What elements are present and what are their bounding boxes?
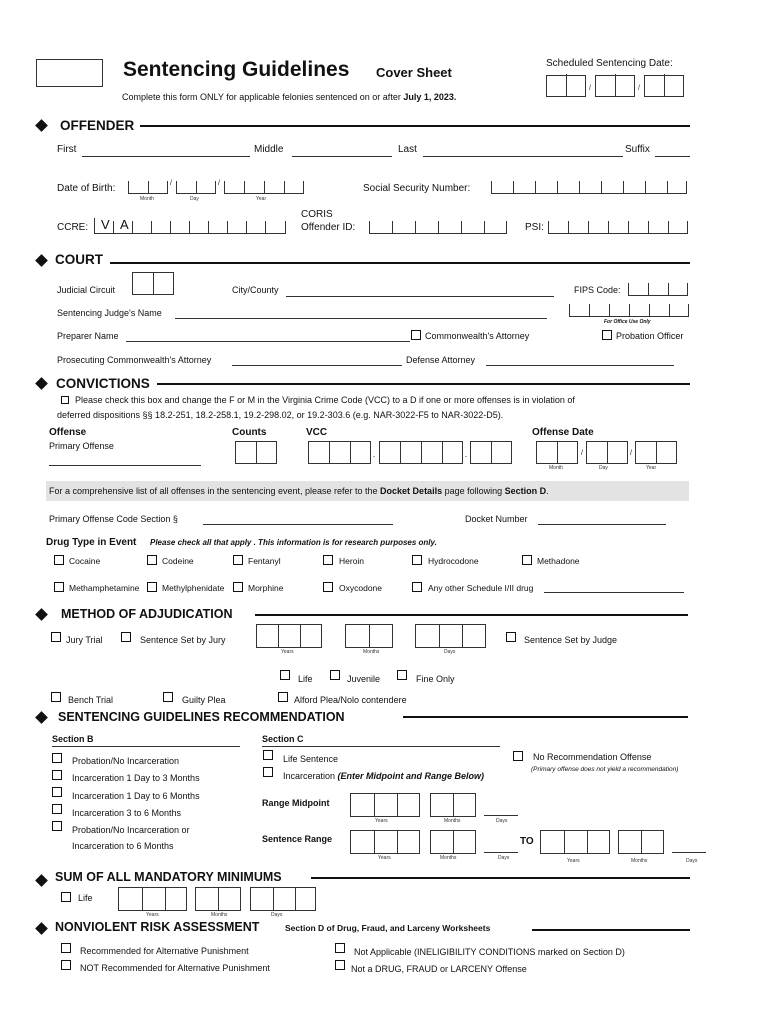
- nvra-not-applicable-label: Not Applicable (INELIGIBILITY CONDITIONS marked on Section D): [354, 947, 625, 957]
- form-id-box[interactable]: [36, 59, 103, 87]
- fips-label: FIPS Code:: [574, 285, 621, 295]
- nvra-heading: NONVIOLENT RISK ASSESSMENT: [55, 920, 260, 934]
- offense-day-caption: Day: [599, 465, 608, 471]
- docket-number-input[interactable]: [538, 524, 666, 525]
- nvra-recommended-checkbox[interactable]: [61, 943, 71, 953]
- jury-trial-checkbox[interactable]: [51, 632, 61, 642]
- methamphetamine-checkbox[interactable]: [54, 582, 64, 592]
- office-use-caption: For Office Use Only: [604, 319, 651, 325]
- dob-day-caption: Day: [190, 196, 199, 202]
- b-incarc-1d-3m-label: Incarceration 1 Day to 3 Months: [72, 773, 200, 783]
- codeine-label: Codeine: [162, 556, 194, 566]
- coris-label-1: CORIS: [301, 209, 333, 220]
- instructions-date: July 1, 2023.: [403, 92, 457, 102]
- range-high-months-input[interactable]: [618, 830, 664, 854]
- coris-input[interactable]: [369, 220, 507, 234]
- cwa-checkbox[interactable]: [411, 330, 421, 340]
- b-probation-label: Probation/No Incarceration: [72, 756, 180, 766]
- alford-plea-label: Alford Plea/Nolo contendere: [294, 695, 407, 705]
- hydrocodone-label: Hydrocodone: [428, 556, 479, 566]
- counts-header: Counts: [232, 427, 267, 438]
- no-rec-checkbox[interactable]: [513, 751, 523, 761]
- nvra-not-recommended-checkbox[interactable]: [61, 960, 71, 970]
- ccre-label: CCRE:: [57, 222, 89, 233]
- convictions-rule: [157, 383, 690, 385]
- coris-label-2: Offender ID:: [301, 222, 356, 233]
- office-use-input[interactable]: [569, 303, 689, 317]
- b-probation-checkbox[interactable]: [52, 753, 62, 763]
- jury-years-input[interactable]: [256, 624, 322, 648]
- dob-year-caption: Year: [256, 196, 267, 202]
- juvenile-checkbox[interactable]: [330, 670, 340, 680]
- judicial-circuit-label: Judicial Circuit: [57, 285, 116, 295]
- judge-label: Sentencing Judge's Name: [57, 308, 162, 318]
- juvenile-label: Juvenile: [347, 674, 381, 684]
- vcc-dash-2: -: [465, 454, 467, 460]
- dob-day-input[interactable]: [176, 181, 216, 194]
- range-low-days-caption: Days: [498, 855, 510, 861]
- banner-end: .: [546, 486, 549, 496]
- jury-days-input[interactable]: [415, 624, 486, 648]
- deferred-note-1: Please check this box and change the F or M in the Virginia Crime Code (VCC) to a D if one or more offenses is in violation of: [75, 395, 575, 405]
- guilty-plea-checkbox[interactable]: [163, 692, 173, 702]
- section-c-heading: Section C: [262, 734, 304, 744]
- jury-months-input[interactable]: [345, 624, 393, 648]
- range-low-years-caption: Years: [378, 855, 391, 861]
- fips-input[interactable]: [628, 283, 688, 296]
- c-incarceration-text: Incarceration: [283, 771, 336, 781]
- range-high-years-caption: Years: [567, 858, 580, 864]
- alford-plea-checkbox[interactable]: [278, 692, 288, 702]
- mandatory-months-caption: Months: [211, 912, 228, 918]
- nvra-heading-note: Section D of Drug, Fraud, and Larceny Worksheets: [285, 923, 491, 933]
- last-input[interactable]: [423, 156, 623, 157]
- range-low-months-caption: Months: [440, 855, 457, 861]
- c-life-label: Life Sentence: [283, 754, 339, 764]
- offense-day-input[interactable]: [586, 441, 628, 464]
- mandatory-days-input[interactable]: [250, 887, 316, 911]
- defense-label: Defense Attorney: [406, 355, 476, 365]
- b-incarc-1d-6m-label: Incarceration 1 Day to 6 Months: [72, 791, 200, 801]
- sentence-range-label: Sentence Range: [262, 834, 333, 844]
- midpoint-years-input[interactable]: [350, 793, 420, 817]
- dob-label: Date of Birth:: [57, 183, 116, 194]
- mandatory-life-checkbox[interactable]: [61, 892, 71, 902]
- range-high-months-caption: Months: [631, 858, 648, 864]
- last-label: Last: [398, 144, 417, 155]
- probation-checkbox[interactable]: [602, 330, 612, 340]
- bench-trial-label: Bench Trial: [68, 695, 114, 705]
- deferred-note-2: deferred dispositions §§ 18.2-251, 18.2-258.1, 19.2-298.02, or 19.2-303.6 (e.g. NAR-3022-F5 to NAR-3022-D5).: [57, 410, 504, 420]
- b-probation-or-incarc-label-1: Probation/No Incarceration or: [72, 825, 190, 835]
- dob-year-input[interactable]: [224, 181, 304, 194]
- code-section-input[interactable]: [203, 524, 393, 525]
- fine-only-label: Fine Only: [416, 674, 455, 684]
- docket-banner-text: [49, 486, 549, 496]
- court-rule: [110, 262, 690, 264]
- b-probation-or-incarc-label-2: Incarceration to 6 Months: [72, 841, 174, 851]
- section-c-rule: [262, 746, 500, 747]
- offense-year-caption: Year: [646, 465, 657, 471]
- first-label: First: [57, 144, 77, 155]
- b-incarc-1d-3m-checkbox[interactable]: [52, 770, 62, 780]
- code-section-label: Primary Offense Code Section §: [49, 514, 178, 524]
- convictions-heading: CONVICTIONS: [56, 376, 150, 391]
- c-incarceration-checkbox[interactable]: [263, 767, 273, 777]
- suffix-label: Suffix: [625, 144, 650, 155]
- primary-offense-label: Primary Offense: [49, 441, 114, 451]
- city-county-label: City/County: [232, 285, 279, 295]
- methadone-label: Methadone: [537, 556, 580, 566]
- fine-only-checkbox[interactable]: [397, 670, 407, 680]
- midpoint-years-caption: Years: [375, 818, 388, 824]
- set-by-jury-label: Sentence Set by Jury: [140, 635, 226, 645]
- range-high-years-input[interactable]: [540, 830, 610, 854]
- sched-day-box[interactable]: [595, 75, 635, 97]
- set-by-judge-checkbox[interactable]: [506, 632, 516, 642]
- c-incarceration-label: [283, 771, 484, 781]
- offender-diamond: [35, 119, 48, 132]
- morphine-label: Morphine: [248, 583, 284, 593]
- jury-years-caption: Years: [281, 649, 294, 655]
- primary-offense-input[interactable]: [49, 465, 201, 466]
- dob-month-caption: Month: [140, 196, 154, 202]
- section-b-rule: [52, 746, 240, 747]
- set-by-jury-checkbox[interactable]: [121, 632, 131, 642]
- court-heading: COURT: [55, 252, 103, 267]
- mandatory-life-label: Life: [78, 893, 93, 903]
- convictions-diamond: [35, 377, 48, 390]
- offense-date-header: Offense Date: [532, 427, 594, 438]
- mandatory-rule: [311, 877, 690, 879]
- offender-rule: [140, 125, 690, 127]
- nvra-not-drug-checkbox[interactable]: [335, 960, 345, 970]
- sched-slash-1: /: [589, 85, 591, 92]
- midpoint-days-input[interactable]: [484, 815, 518, 816]
- b-incarc-3m-6m-checkbox[interactable]: [52, 804, 62, 814]
- banner-prefix: For a comprehensive list of all offenses in the sentencing event, please refer to the: [49, 486, 378, 496]
- mandatory-years-caption: Years: [146, 912, 159, 918]
- nvra-not-recommended-label: NOT Recommended for Alternative Punishment: [80, 963, 270, 973]
- methylphenidate-label: Methylphenidate: [162, 583, 225, 593]
- cwa-label: Commonwealth's Attorney: [425, 331, 530, 341]
- life-label: Life: [298, 674, 313, 684]
- methadone-checkbox[interactable]: [522, 555, 532, 565]
- vcc-dash-1: -: [373, 454, 375, 460]
- offense-year-input[interactable]: [635, 441, 677, 464]
- preparer-label: Preparer Name: [57, 331, 119, 341]
- vcc-input-3[interactable]: [470, 441, 512, 464]
- range-low-days-input[interactable]: [484, 852, 518, 853]
- drug-type-note: Please check all that apply . This information is for research purposes only.: [150, 538, 437, 547]
- set-by-judge-label: Sentence Set by Judge: [524, 635, 618, 645]
- recommendation-diamond: [35, 711, 48, 724]
- hydrocodone-checkbox[interactable]: [412, 555, 422, 565]
- vcc-input-1[interactable]: [308, 441, 371, 464]
- judge-input[interactable]: [175, 318, 547, 319]
- heroin-checkbox[interactable]: [323, 555, 333, 565]
- offense-slash-1: /: [581, 450, 583, 457]
- range-high-days-input[interactable]: [672, 852, 706, 853]
- b-probation-or-incarc-checkbox[interactable]: [52, 821, 62, 831]
- page-title: Sentencing Guidelines: [123, 58, 350, 81]
- vcc-header: VCC: [306, 427, 328, 438]
- nvra-not-drug-label: Not a DRUG, FRAUD or LARCENY Offense: [351, 964, 527, 974]
- adjudication-rule: [255, 614, 688, 616]
- prosecuting-input[interactable]: [232, 365, 402, 366]
- other-drug-label: Any other Schedule I/II drug: [428, 583, 534, 593]
- c-life-checkbox[interactable]: [263, 750, 273, 760]
- mandatory-days-caption: Days: [271, 912, 283, 918]
- guilty-plea-label: Guilty Plea: [182, 695, 226, 705]
- b-incarc-3m-6m-label: Incarceration 3 to 6 Months: [72, 808, 182, 818]
- court-diamond: [35, 254, 48, 267]
- ccre-v: V: [101, 217, 110, 232]
- counts-input[interactable]: [235, 441, 277, 464]
- psi-label: PSI:: [525, 222, 544, 233]
- oxycodone-label: Oxycodone: [339, 583, 382, 593]
- city-county-input[interactable]: [286, 296, 554, 297]
- midpoint-days-caption: Days: [496, 818, 508, 824]
- banner-mid: page following: [444, 486, 503, 496]
- ssn-input[interactable]: [491, 181, 687, 194]
- no-rec-label: No Recommendation Offense: [533, 752, 652, 762]
- offense-header: Offense: [49, 427, 87, 438]
- prosecuting-label: Prosecuting Commonwealth's Attorney: [57, 355, 212, 365]
- first-input[interactable]: [82, 156, 250, 157]
- suffix-input[interactable]: [655, 156, 690, 157]
- codeine-checkbox[interactable]: [147, 555, 157, 565]
- dob-month-input[interactable]: [128, 181, 168, 194]
- adjudication-heading: METHOD OF ADJUDICATION: [61, 607, 233, 621]
- banner-section-d: Section D: [504, 486, 547, 496]
- offender-heading: OFFENDER: [60, 118, 135, 133]
- offense-slash-2: /: [630, 450, 632, 457]
- other-drug-input[interactable]: [544, 592, 684, 593]
- vcc-input-2[interactable]: [379, 441, 463, 464]
- c-incarceration-note: (Enter Midpoint and Range Below): [337, 771, 485, 781]
- probation-label: Probation Officer: [616, 331, 684, 341]
- range-to-label: TO: [520, 836, 534, 847]
- scheduled-date-label: Scheduled Sentencing Date:: [546, 58, 673, 69]
- instructions-text: Complete this form ONLY for applicable felonies sentenced on or after: [122, 92, 401, 102]
- cocaine-label: Cocaine: [69, 556, 101, 566]
- b-incarc-1d-6m-checkbox[interactable]: [52, 787, 62, 797]
- heroin-label: Heroin: [339, 556, 365, 566]
- fentanyl-checkbox[interactable]: [233, 555, 243, 565]
- life-checkbox[interactable]: [280, 670, 290, 680]
- jury-months-caption: Months: [363, 649, 380, 655]
- nvra-not-applicable-checkbox[interactable]: [335, 943, 345, 953]
- instructions: [122, 92, 456, 102]
- oxycodone-checkbox[interactable]: [323, 582, 333, 592]
- psi-input[interactable]: [548, 220, 688, 234]
- range-high-days-caption: Days: [686, 858, 698, 864]
- mandatory-diamond: [35, 874, 48, 887]
- judicial-circuit-input[interactable]: [132, 272, 174, 295]
- methamphetamine-label: Methamphetamine: [69, 583, 140, 593]
- jury-trial-label: Jury Trial: [66, 635, 103, 645]
- recommendation-heading: SENTENCING GUIDELINES RECOMMENDATION: [58, 710, 345, 724]
- ssn-label: Social Security Number:: [363, 183, 471, 194]
- nvra-rule: [532, 929, 690, 931]
- recommendation-rule: [403, 716, 688, 718]
- range-low-years-input[interactable]: [350, 830, 420, 854]
- fentanyl-label: Fentanyl: [248, 556, 281, 566]
- offense-month-input[interactable]: [536, 441, 578, 464]
- docket-number-label: Docket Number: [465, 514, 528, 524]
- mandatory-heading: SUM OF ALL MANDATORY MINIMUMS: [55, 870, 282, 884]
- midpoint-months-caption: Months: [444, 818, 461, 824]
- middle-label: Middle: [254, 144, 284, 155]
- range-low-months-input[interactable]: [430, 830, 476, 854]
- banner-docket: Docket Details: [380, 486, 443, 496]
- ccre-a: A: [120, 217, 129, 232]
- sched-year-box[interactable]: [644, 75, 684, 97]
- dob-slash-2: /: [218, 180, 220, 187]
- sched-slash-2: /: [638, 85, 640, 92]
- page-subtitle: Cover Sheet: [376, 65, 452, 80]
- section-b-heading: Section B: [52, 734, 94, 744]
- no-rec-note: (Primary offense does not yield a recommendation): [531, 766, 679, 773]
- bench-trial-checkbox[interactable]: [51, 692, 61, 702]
- defense-input[interactable]: [486, 365, 674, 366]
- drug-type-heading: Drug Type in Event: [46, 537, 137, 548]
- nvra-diamond: [35, 922, 48, 935]
- midpoint-months-input[interactable]: [430, 793, 476, 817]
- offense-month-caption: Month: [549, 465, 563, 471]
- middle-input[interactable]: [292, 156, 392, 157]
- morphine-checkbox[interactable]: [233, 582, 243, 592]
- cocaine-checkbox[interactable]: [54, 555, 64, 565]
- methylphenidate-checkbox[interactable]: [147, 582, 157, 592]
- preparer-input[interactable]: [126, 341, 410, 342]
- range-midpoint-label: Range Midpoint: [262, 798, 330, 808]
- dob-slash-1: /: [170, 180, 172, 187]
- sched-month-box[interactable]: [546, 75, 586, 97]
- adjudication-diamond: [35, 608, 48, 621]
- jury-days-caption: Days: [444, 649, 456, 655]
- deferred-checkbox[interactable]: [61, 396, 69, 404]
- mandatory-months-input[interactable]: [195, 887, 241, 911]
- other-drug-checkbox[interactable]: [412, 582, 422, 592]
- nvra-recommended-label: Recommended for Alternative Punishment: [80, 946, 249, 956]
- mandatory-years-input[interactable]: [118, 887, 187, 911]
